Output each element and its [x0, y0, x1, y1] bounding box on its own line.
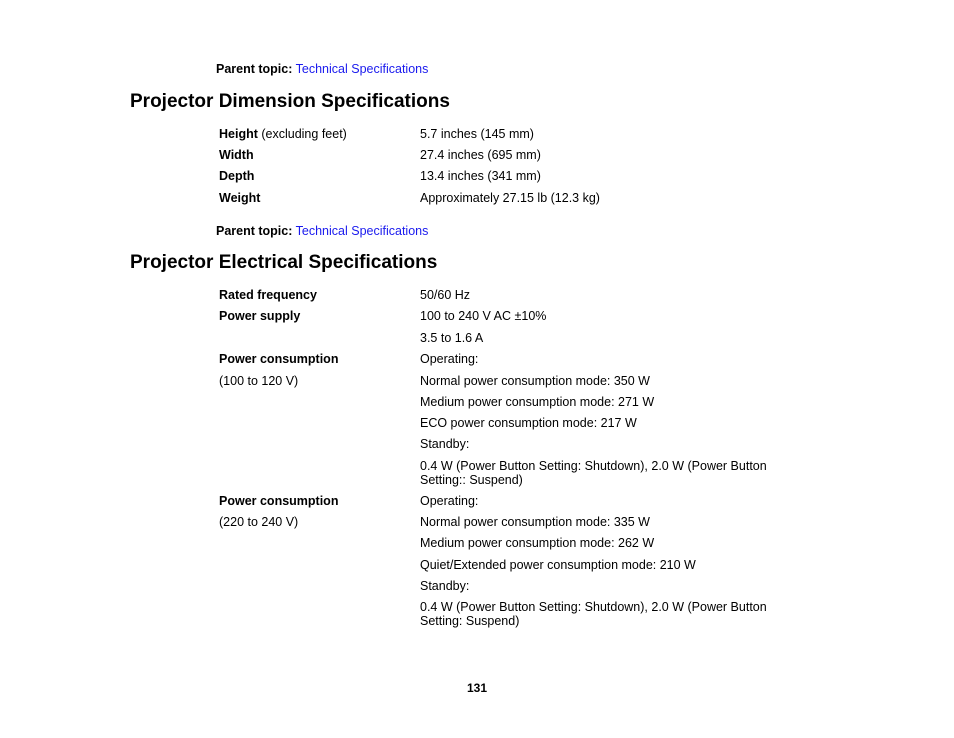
spec-value: Operating: — [420, 494, 479, 508]
technical-specifications-link[interactable]: Technical Specifications — [295, 62, 429, 76]
spec-value: Approximately 27.15 lb (12.3 kg) — [420, 191, 600, 205]
spec-value: Normal power consumption mode: 350 W — [420, 374, 650, 388]
spec-value: ECO power consumption mode: 217 W — [420, 416, 637, 430]
spec-value: Quiet/Extended power consumption mode: 210 W — [420, 558, 696, 572]
page-number: 131 — [466, 681, 488, 695]
spec-label: Power supply — [219, 309, 301, 323]
spec-value: 100 to 240 V AC ±10% — [420, 309, 547, 323]
spec-value: Normal power consumption mode: 335 W — [420, 515, 650, 529]
spec-label: Depth — [219, 169, 255, 183]
spec-value: Medium power consumption mode: 262 W — [420, 536, 655, 550]
parent-topic-label: Parent topic: — [216, 62, 293, 76]
spec-label: Power consumption — [219, 494, 339, 508]
spec-label: Power consumption — [219, 352, 339, 366]
spec-label: Rated frequency — [219, 288, 317, 302]
spec-sublabel: (220 to 240 V) — [219, 515, 299, 529]
spec-value: 3.5 to 1.6 A — [420, 331, 484, 345]
spec-label: Height (excluding feet) — [219, 127, 347, 141]
spec-value: Operating: — [420, 352, 479, 366]
spec-label: Weight — [219, 191, 261, 205]
electrical-heading: Projector Electrical Specifications — [130, 252, 438, 273]
spec-value: 50/60 Hz — [420, 288, 471, 302]
spec-value: 0.4 W (Power Button Setting: Shutdown), 2.0 W (Power Button Setting: Suspend) — [420, 600, 767, 628]
spec-value: Medium power consumption mode: 271 W — [420, 395, 655, 409]
dimension-heading: Projector Dimension Specifications — [130, 91, 450, 112]
spec-value: Standby: — [420, 579, 470, 593]
spec-value: 27.4 inches (695 mm) — [420, 148, 541, 162]
technical-specifications-link[interactable]: Technical Specifications — [295, 224, 429, 238]
parent-topic-1 — [216, 62, 428, 76]
spec-label: Width — [219, 148, 254, 162]
spec-value: 5.7 inches (145 mm) — [420, 127, 534, 141]
spec-value: 13.4 inches (341 mm) — [420, 169, 541, 183]
spec-value: 0.4 W (Power Button Setting: Shutdown), 2.0 W (Power Button Setting:: Suspend) — [420, 459, 767, 487]
spec-sublabel: (100 to 120 V) — [219, 374, 299, 388]
spec-value: Standby: — [420, 437, 470, 451]
parent-topic-label: Parent topic: — [216, 224, 293, 238]
parent-topic-2 — [216, 224, 428, 238]
